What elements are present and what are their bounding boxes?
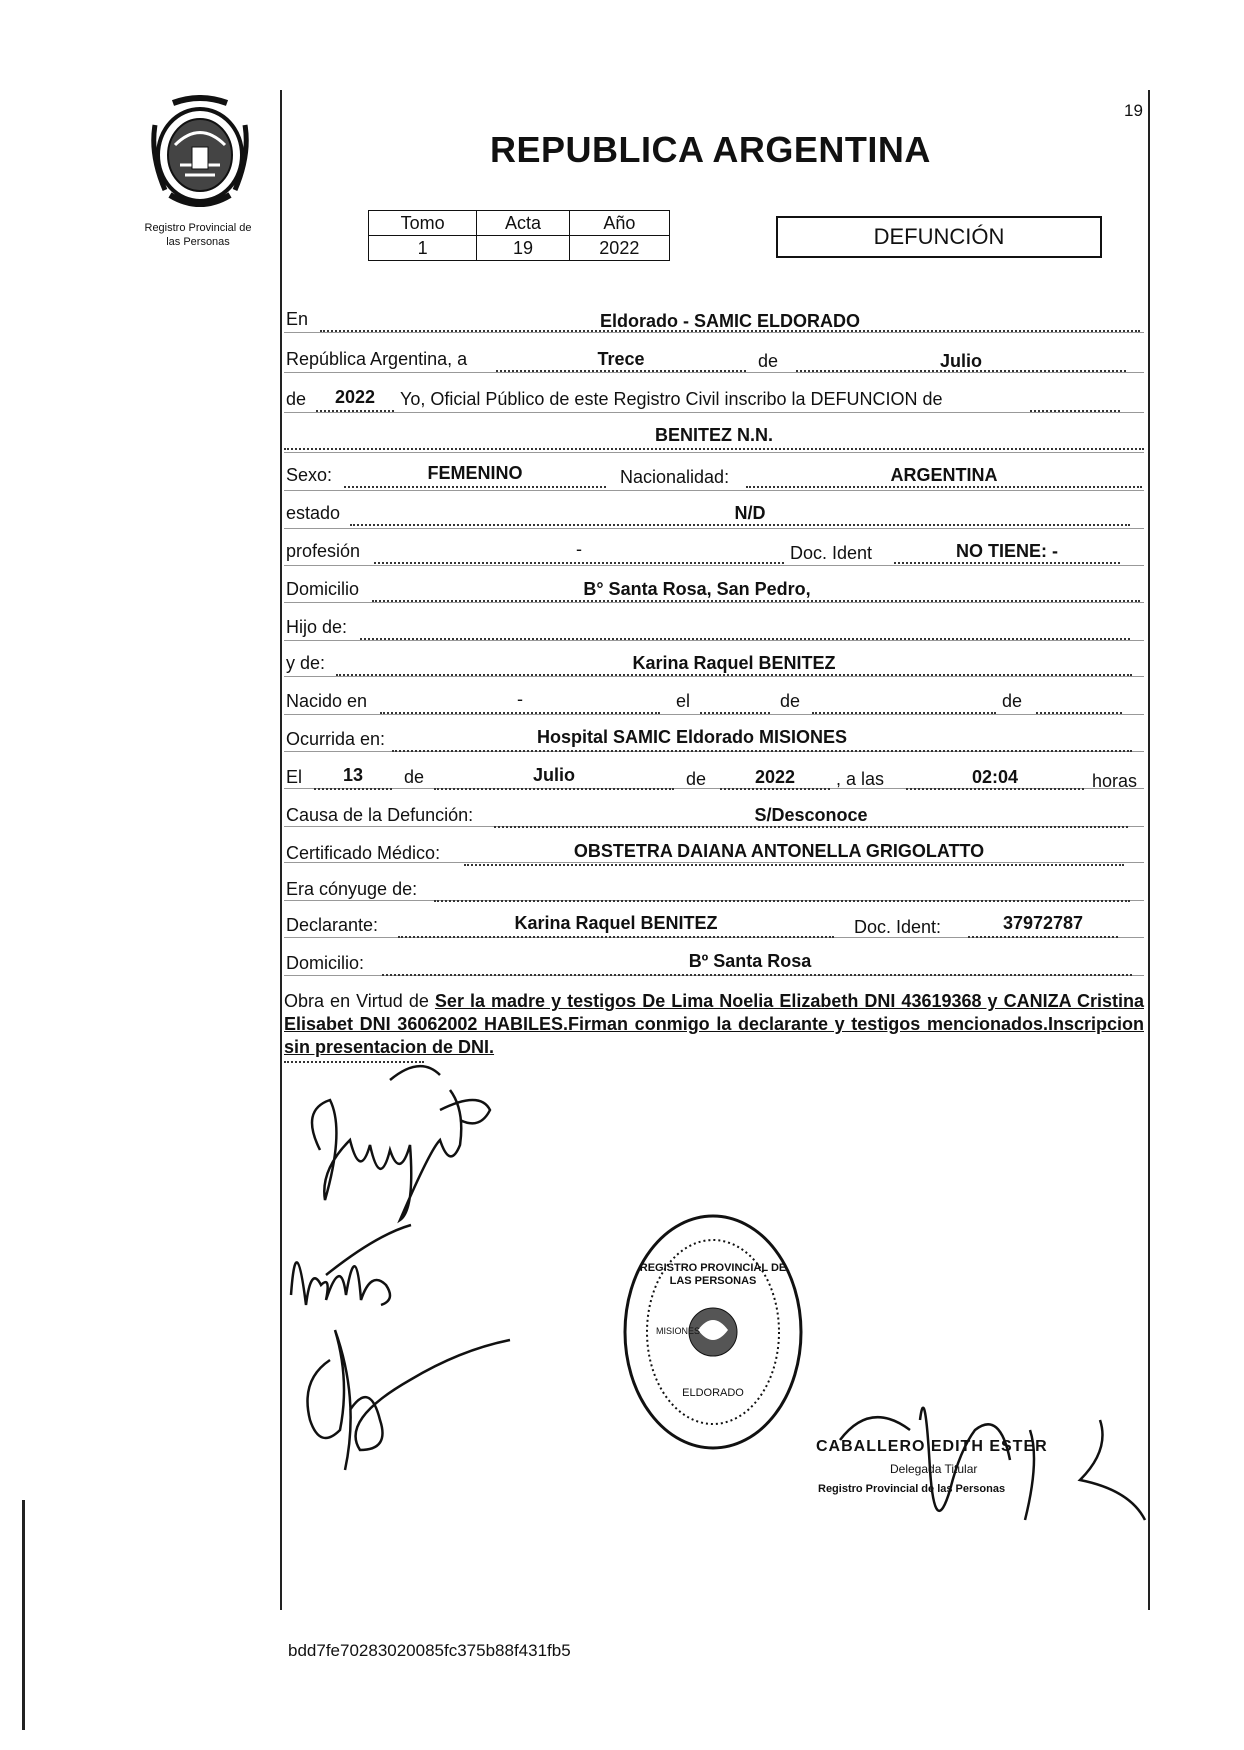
dotted-line: [746, 486, 1142, 488]
madre-value: Karina Raquel BENITEZ: [632, 653, 836, 673]
acta-label: Acta: [477, 211, 569, 236]
dotted-line: [374, 562, 784, 564]
dotted-line: [360, 638, 1130, 640]
de-label: de: [686, 769, 707, 789]
dotted-line: [968, 936, 1118, 938]
de-label: de: [780, 691, 801, 711]
dotted-line: [372, 600, 1140, 602]
acta-value: 19: [477, 236, 569, 261]
dotted-line: [434, 788, 674, 790]
dotted-line: [434, 900, 1130, 902]
ocurrida-en-label: Ocurrida en:: [286, 729, 386, 749]
nacionalidad-label: Nacionalidad:: [620, 467, 730, 487]
doc-ident-2-label: Doc. Ident:: [854, 917, 942, 937]
coat-of-arms-icon: [145, 95, 255, 210]
dotted-line: [1036, 712, 1122, 714]
sexo-value: FEMENINO: [427, 463, 523, 483]
de-label: de: [758, 351, 779, 371]
causa-label: Causa de la Defunción:: [286, 805, 474, 825]
dotted-line: [700, 712, 770, 714]
row-separator: [284, 452, 1144, 453]
row-separator: [284, 640, 1144, 641]
row-separator: [284, 372, 1144, 373]
dotted-line: [380, 712, 660, 714]
seal-text: REGISTRO PROVINCIAL DE LAS PERSONAS: [639, 1262, 787, 1287]
dotted-line: [392, 750, 1132, 752]
obra-en-virtud-paragraph: [284, 990, 1144, 1059]
row-separator: [284, 602, 1144, 603]
dotted-line: [344, 486, 606, 488]
domicilio-2-label: Domicilio:: [286, 953, 365, 973]
y-de-label: y de:: [286, 653, 326, 673]
row-separator: [284, 714, 1144, 715]
tomo-acta-anio-table: [368, 210, 670, 261]
estado-label: estado: [286, 503, 341, 523]
dotted-line: [316, 410, 394, 412]
profesion-label: profesión: [286, 541, 361, 561]
conyuge-label: Era cónyuge de:: [286, 879, 418, 899]
dotted-line: [906, 788, 1084, 790]
nacionalidad-value: ARGENTINA: [890, 465, 998, 485]
document-title: REPUBLICA ARGENTINA: [490, 129, 931, 170]
signature-icon: [290, 1320, 530, 1480]
causa-value: S/Desconoce: [754, 805, 868, 825]
dotted-line: [382, 974, 1132, 976]
horas-label: horas: [1092, 771, 1138, 791]
mes-value: Julio: [939, 351, 982, 371]
dotted-line: [1030, 410, 1120, 412]
declarante-label: Declarante:: [286, 915, 379, 935]
anio-defuncion-value: 2022: [754, 767, 796, 787]
de-label: de: [404, 767, 425, 787]
dotted-line: [720, 788, 830, 790]
page-number: 19: [1124, 101, 1143, 120]
misiones-logo: [145, 95, 255, 210]
doc-ident-label: Doc. Ident: [790, 543, 873, 563]
obra-text: Ser la madre y testigos De Lima Noelia Elizabeth DNI 43619368 y CANIZA Cristina Elisabet DNI 36062002 HABILES.Firman conmigo la declarante y testigos mencionados.Inscripcion sin presentacion de DNI.: [284, 991, 1144, 1057]
registry-line-2: las Personas: [166, 236, 230, 248]
official-org: Registro Provincial de las Personas: [818, 1483, 1006, 1495]
row-separator: [284, 332, 1144, 333]
dotted-line: [464, 864, 1124, 866]
document-hash: bdd7fe70283020085fc375b88f431fb5: [288, 1641, 571, 1660]
tomo-label: Tomo: [369, 211, 477, 236]
dotted-line: [494, 826, 1128, 828]
domicilio-label: Domicilio: [286, 579, 360, 599]
row-separator: [284, 528, 1144, 529]
hijo-de-label: Hijo de:: [286, 617, 348, 637]
obra-label: Obra en Virtud de: [284, 991, 429, 1011]
estado-value: N/D: [734, 503, 766, 523]
de-label: de: [1002, 691, 1023, 711]
certificado-value: OBSTETRA DAIANA ANTONELLA GRIGOLATTO: [573, 841, 985, 861]
tomo-value: 1: [369, 236, 477, 261]
republica-label: República Argentina, a: [286, 349, 468, 369]
row-separator: [284, 565, 1144, 566]
left-border-line: [280, 90, 282, 1610]
dia-value: Trece: [597, 349, 645, 369]
anio-inscripcion-value: 2022: [334, 387, 376, 407]
row-separator: [284, 490, 1144, 491]
nacido-en-label: Nacido en: [286, 691, 368, 711]
row-separator: [284, 676, 1144, 677]
el-label: El: [286, 767, 303, 787]
document-type-box: DEFUNCIÓN: [776, 216, 1102, 258]
anio-label: Año: [569, 211, 669, 236]
profesion-value: -: [576, 539, 582, 559]
dotted-line: [894, 562, 1120, 564]
dotted-line: [284, 448, 1144, 450]
hora-value: 02:04: [971, 767, 1019, 787]
margin-mark: [22, 1500, 25, 1730]
dotted-line: [496, 370, 746, 372]
dotted-line: [812, 712, 996, 714]
signature-icon: [286, 1215, 416, 1325]
row-separator: [284, 412, 1144, 413]
official-seal: [618, 1210, 808, 1455]
doc-ident-2-value: 37972787: [1002, 913, 1084, 933]
en-label: En: [286, 309, 309, 329]
seal-inner-text: ELDORADO: [682, 1387, 744, 1399]
signature-icon: [290, 1050, 510, 1230]
declarante-value: Karina Raquel BENITEZ: [514, 913, 718, 933]
sexo-label: Sexo:: [286, 465, 333, 485]
dotted-line: [398, 936, 834, 938]
dotted-line: [350, 524, 1130, 526]
certificado-label: Certificado Médico:: [286, 843, 441, 863]
registry-line-1: Registro Provincial de: [144, 222, 252, 234]
official-name: CABALLERO EDITH ESTER: [816, 1438, 1048, 1455]
doc-ident-value: NO TIENE: -: [956, 541, 1058, 561]
domicilio-2-value: Bº Santa Rosa: [688, 951, 812, 971]
dotted-line: [336, 674, 1132, 676]
ocurrida-value: Hospital SAMIC Eldorado MISIONES: [536, 727, 848, 747]
nombre-value: BENITEZ N.N.: [654, 425, 773, 445]
official-role: Delegada Titular: [890, 1462, 978, 1476]
dotted-line: [314, 788, 392, 790]
domicilio-value: B° Santa Rosa, San Pedro,: [583, 579, 811, 599]
lugar-value: Eldorado - SAMIC ELDORADO: [600, 311, 860, 331]
inscribo-text: Yo, Oficial Público de este Registro Civil inscribo la DEFUNCION de: [400, 389, 943, 409]
dia-defuncion-value: 13: [342, 765, 364, 785]
seal-left-text: MISIONES: [656, 1326, 701, 1336]
a-las-label: , a las: [836, 769, 885, 789]
el-label: el: [676, 691, 691, 711]
de-label: de: [286, 389, 307, 409]
seal-icon: [618, 1210, 808, 1455]
nacido-en-value: -: [517, 689, 523, 709]
anio-value: 2022: [569, 236, 669, 261]
mes-defuncion-value: Julio: [532, 765, 575, 785]
